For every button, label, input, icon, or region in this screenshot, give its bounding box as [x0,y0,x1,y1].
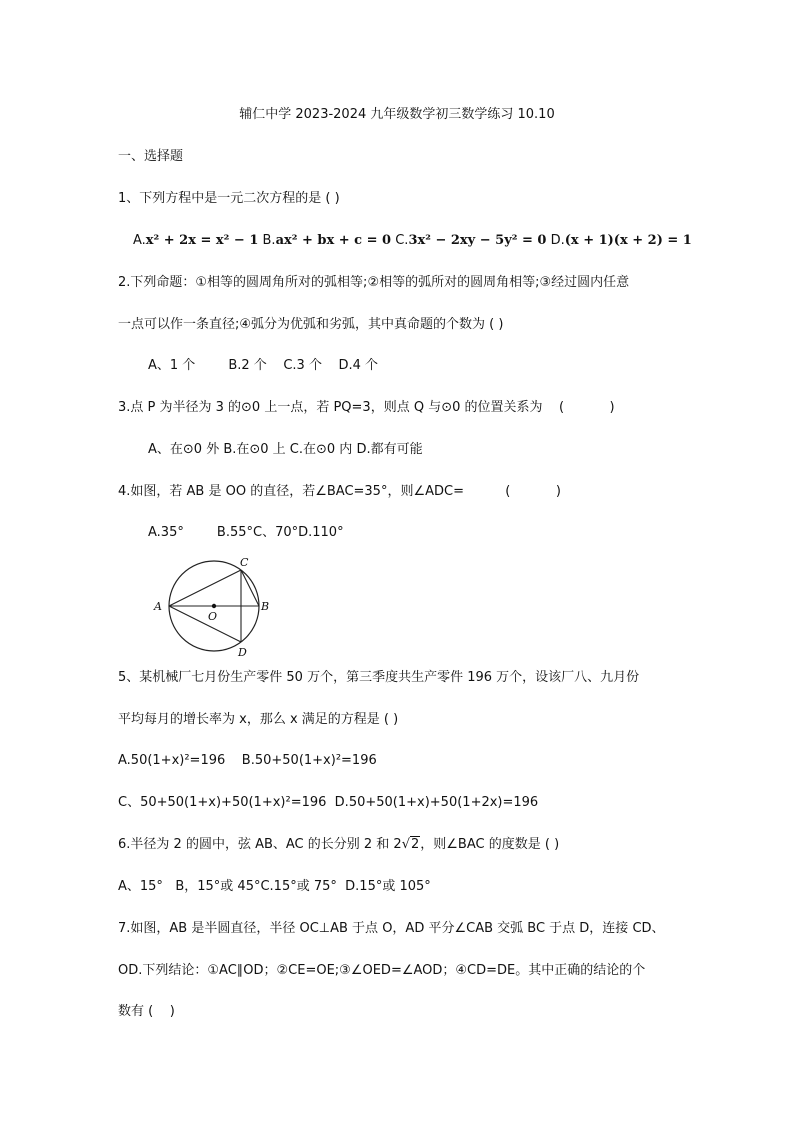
q5-options-ab: A.50(1+x)²=196 B.50+50(1+x)²=196 [118,753,377,768]
label-b: B [261,600,270,613]
q1-option-d-label: D. [550,233,565,248]
q1-option-b-label: B. [262,233,276,248]
q1-option-d-math: (x + 1)(x + 2) = 1 [564,233,692,248]
q5-line1: 5、某机械厂七月份生产零件 50 万个，第三季度共生产零件 196 万个，设该厂八、九月份 [118,670,640,685]
q7-line2: OD.下列结论：①AC∥OD；②CE=OE;③∠OED=∠AOD；④CD=DE。其中正确的结论的个 [118,963,646,978]
segment-ad [169,606,241,642]
q6-radical-value: 2 [411,837,420,852]
segment-ac [169,570,241,606]
q6-stem [118,836,559,854]
q1-options [133,232,692,250]
page-title: 辅仁中学 2023-2024 九年级数学初三数学练习 10.10 [239,107,555,122]
q4-stem: 4.如图，若 AB 是 OO 的直径，若∠BAC=35°，则∠ADC= ( ) [118,484,561,499]
q3-stem: 3.点 P 为半径为 3 的⊙0 上一点，若 PQ=3，则点 Q 与⊙0 的位置关系为 ( ) [118,400,615,415]
q7-line1: 7.如图，AB 是半圆直径，半径 OC⊥AB 于点 O，AD 平分∠CAB 交弧 BC 于点 D，连接 CD、 [118,921,665,936]
q1-option-a-math: x² + 2x = x² − 1 [145,233,259,248]
q1-option-c-label: C. [395,233,409,248]
q3-options: A、在⊙0 外 B.在⊙0 上 C.在⊙0 内 D.都有可能 [148,442,423,457]
q5-line2: 平均每月的增长率为 x，那么 x 满足的方程是 ( ) [118,712,399,727]
label-o: O [208,610,218,623]
q5-options-cd: C、50+50(1+x)+50(1+x)²=196 D.50+50(1+x)+50(1+2x)=196 [118,795,539,810]
q2-line2: 一点可以作一条直径;④弧分为优弧和劣弧，其中真命题的个数为 ( ) [118,317,504,332]
q6-stem-before: 6.半径为 2 的圆中，弦 AB、AC 的长分别 2 和 2 [118,837,402,852]
q7-line3: 数有 ( ) [118,1004,175,1019]
segment-cb [241,570,259,606]
label-d: D [238,646,247,659]
circle-diagram [150,552,280,660]
q2-line1: 2.下列命题：①相等的圆周角所对的弧相等;②相等的弧所对的圆周角相等;③经过圆内任意 [118,275,630,290]
q6-options: A、15° B，15°或 45°C.15°或 75° D.15°或 105° [118,879,431,894]
center-point [212,604,216,608]
q6-stem-after: ，则∠BAC 的度数是 ( ) [420,837,560,852]
sqrt-symbol: √ [401,837,410,852]
q1-option-c-math: 3x² − 2xy − 5y² = 0 [408,233,547,248]
q2-options: A、1 个 B.2 个 C.3 个 D.4 个 [148,358,379,373]
q1-option-a-label: A. [133,233,146,248]
label-c: C [240,556,249,569]
q4-options: A.35° B.55°C、70°D.110° [148,525,344,540]
label-a: A [154,600,162,613]
q1-stem: 1、下列方程中是一元二次方程的是 ( ) [118,191,340,206]
section-heading: 一、选择题 [118,149,184,164]
q1-option-b-math: ax² + bx + c = 0 [275,233,392,248]
